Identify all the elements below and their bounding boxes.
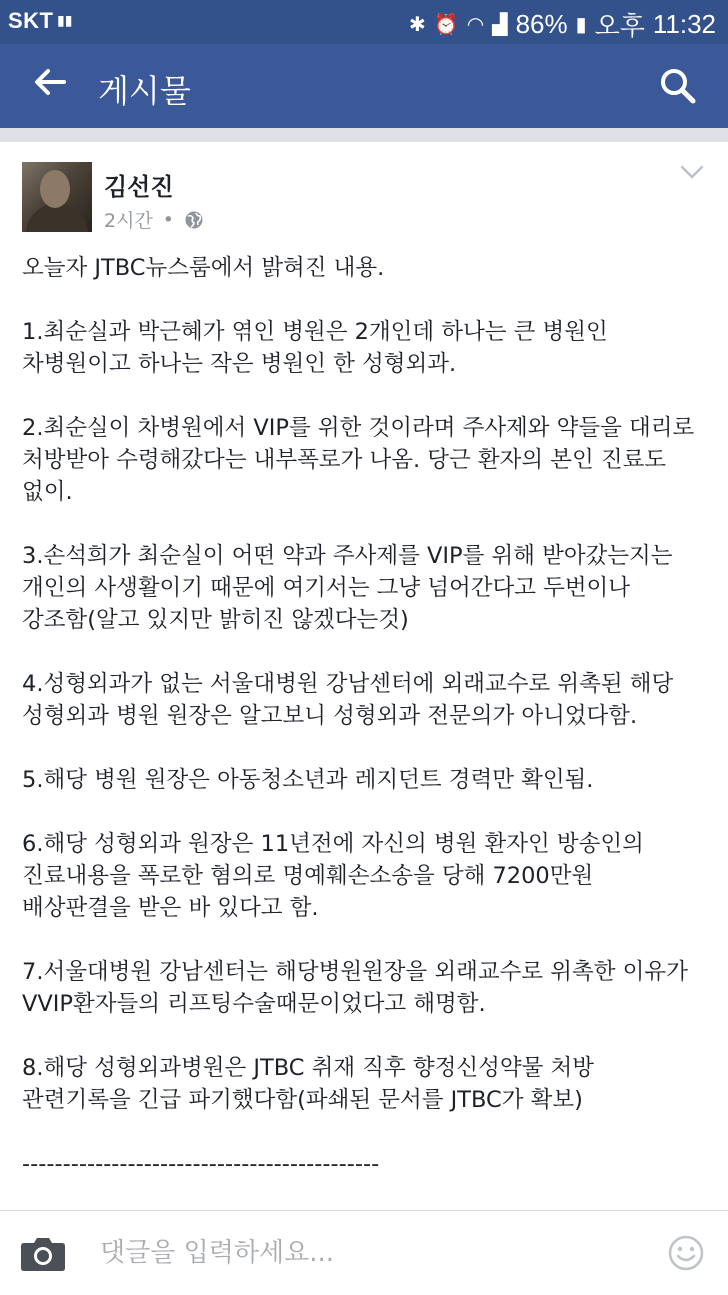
status-bar [0, 0, 728, 44]
post-time[interactable]: 2시간 [104, 210, 153, 232]
meta-separator: • [162, 208, 175, 231]
separator-band [0, 128, 728, 142]
camera-icon[interactable] [20, 1233, 66, 1273]
avatar[interactable] [22, 162, 92, 232]
post-body: 오늘자 JTBC뉴스룸에서 밝혀진 내용. 1.최순실과 박근혜가 엮인 병원은 2개인데 하나는 큰 병원인 차병원이고 하나는 작은 병원인 한 성형외과. 2.최순실이 차병원에서 VIP를 위한 것이라며 주사제와 약들을 대리로 처방받아 수령해갔다는 내부폭로가 나옴. 당근 환자의 본인 진료도 없이. 3.손석희가 최순실이 어떤 약과 주사제를 VIP를 위해 받아갔는지는 개인의 사생활이기 때문에 여기서는 그냥 넘어간다고 두번이나 강조함(알고 있지만 밝히진 않겠다는것) 4.성형외과가 없는 서울대병원 강남센터에 외래교수로 위촉된 해당 성형외과 병원 원장은 알고보니 성형외과 전문의가 아니었다함. 5.해당 병원 원장은 아동청소년과 레지던트 경력만 확인됨. 6.해당 성형외과 원장은 11년전에 자신의 병원 환자인 방송인의 진료내용을 폭로한 혐의로 명예훼손소송을 당해 7200만원 배상판결을 받은 바 있다고 함. 7.서울대병원 강남센터는 해당병원원장을 외래교수로 위촉한 이유가 VVIP환자들의 리프팅수술때문이었다고 해명함. 8.해당 성형외과병원은 JTBC 취재 직후 향정신성약물 처방 관련기록을 긴급 파기했다함(파쇄된 문서를 JTBC가 확보) -------------------------------------------- [22, 255, 695, 1177]
post-meta [104, 206, 204, 233]
sim-icon: ▮▮ [57, 13, 73, 29]
comment-composer [0, 1211, 728, 1295]
author-name[interactable]: 김선진 [104, 173, 174, 201]
smiley-icon[interactable] [668, 1235, 704, 1271]
status-icons [409, 6, 716, 43]
avatar-face-shape [40, 170, 70, 208]
battery-percent: 86% [515, 9, 568, 39]
battery-icon: ▮ [575, 14, 587, 36]
page-title: 게시물 [98, 72, 191, 110]
app-bar [0, 44, 728, 128]
ampm-label: 오후 [594, 11, 645, 41]
globe-icon [184, 210, 204, 230]
search-icon[interactable] [658, 66, 698, 106]
alarm-icon: ⏰ [433, 14, 459, 36]
post-card [0, 142, 728, 1210]
avatar-body-shape [26, 204, 88, 232]
carrier-label: SKT [8, 8, 54, 33]
comment-input[interactable] [100, 1231, 620, 1275]
chevron-down-icon[interactable] [680, 164, 704, 180]
bluetooth-icon: ✱ [409, 14, 426, 36]
signal-icon: ▟ [492, 14, 508, 36]
wifi-icon: ◠ [466, 14, 485, 36]
clock: 11:32 [652, 9, 716, 39]
back-arrow-icon[interactable] [30, 62, 70, 102]
